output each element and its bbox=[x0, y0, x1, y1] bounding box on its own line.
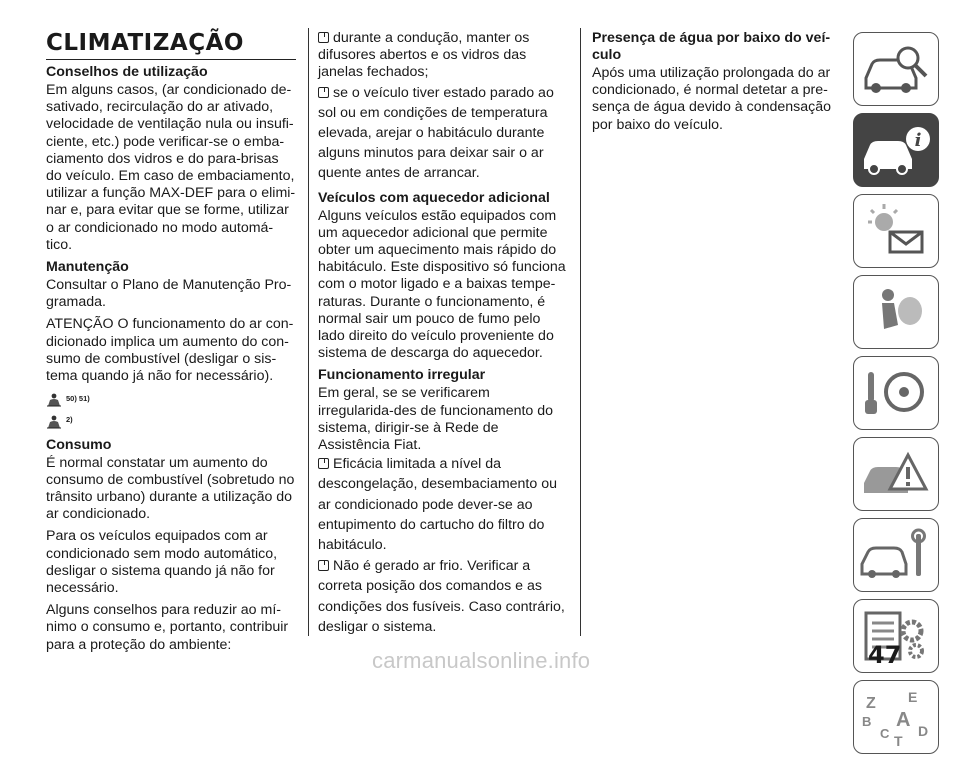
bullet-icon bbox=[318, 560, 329, 571]
heading-aux-heater: Veículos com aquecedor adicional bbox=[318, 189, 550, 206]
index-letter: T bbox=[894, 733, 903, 748]
caution-reference bbox=[46, 411, 298, 428]
index-letter: D bbox=[918, 723, 929, 739]
tab-index[interactable] bbox=[853, 680, 939, 754]
key-steering-wheel-icon bbox=[858, 362, 934, 424]
list-item bbox=[318, 454, 566, 555]
bullet-icon bbox=[318, 458, 329, 469]
bullet-text: Eficácia limitada a nível da descongelação, desembaciamento ou ar condicionado pode dever-se ao entupimento do cartucho do filtro do habitáculo. bbox=[318, 456, 557, 554]
tab-emergency[interactable] bbox=[853, 437, 939, 511]
index-letter: E bbox=[908, 689, 918, 705]
bullet-text: se o veículo tiver estado parado ao sol ou em condições de temperatura elevada, arejar o habitáculo durante alguns minutos para deixar sair o ar quente antes de arrancar. bbox=[318, 84, 554, 182]
list-item bbox=[318, 30, 566, 82]
car-info-icon bbox=[858, 119, 934, 181]
paragraph-consumption-1: É normal constatar um aumento do consumo de combustível (sobretudo no trânsito urbano) durante a utilização do ar condicionado. bbox=[46, 454, 295, 523]
warning-light-envelope-icon bbox=[858, 200, 934, 262]
paragraph-maintenance: Consultar o Plano de Manutenção Pro-gramada. bbox=[46, 277, 292, 311]
tab-vehicle-overview[interactable] bbox=[853, 32, 939, 106]
page-title: CLIMATIZAÇÃO bbox=[46, 30, 296, 60]
heading-consumption: Consumo bbox=[46, 436, 112, 453]
index-letter: C bbox=[880, 726, 890, 741]
bullet-icon bbox=[318, 87, 329, 98]
column-1 bbox=[46, 30, 298, 659]
airbag-passenger-icon bbox=[858, 281, 934, 343]
index-letter: Z bbox=[866, 695, 876, 712]
paragraph-water-under-vehicle: Após uma utilização prolongada do ar condicionado, é normal detetar a pre-sença de água devido à condensação por baixo do veículo. bbox=[592, 65, 832, 133]
index-letter: B bbox=[862, 714, 872, 729]
tab-vehicle-knowledge[interactable] bbox=[853, 113, 939, 187]
paragraph-attention: ATENÇÃO O funcionamento do ar con-dicionado implica um aumento do con-sumo de combustível (desligar o sis-tema quando já não for necessário). bbox=[46, 316, 294, 385]
paragraph-aux-heater: Alguns veículos estão equipados com um aquecedor adicional que permite obter um aquecimento mais rápido do habitáculo. Este dispositivo só funciona com o motor ligado e a baixas tempe-raturas. Durante o funcionamento, é normal sair um pouco de fumo pelo lado direito do veículo proveniente do sistema de descarga do aquecedor. bbox=[318, 207, 566, 362]
tab-warning-lights[interactable] bbox=[853, 194, 939, 268]
heading-tips: Conselhos de utilização bbox=[46, 64, 208, 80]
heading-malfunction: Funcionamento irregular bbox=[318, 367, 486, 384]
car-wrench-icon bbox=[858, 524, 934, 586]
tab-maintenance[interactable] bbox=[853, 518, 939, 592]
warning-reference bbox=[46, 390, 298, 407]
car-magnifier-icon bbox=[858, 38, 934, 100]
column-divider bbox=[308, 28, 309, 636]
index-letter: A bbox=[896, 709, 911, 731]
car-hazard-road-icon bbox=[858, 443, 934, 505]
column-2 bbox=[318, 30, 566, 638]
paragraph-consumption-3: Alguns conselhos para reduzir ao mí-nimo o consumo e, portanto, contribuir para a proteção do ambiente: bbox=[46, 602, 289, 653]
heading-maintenance: Manutenção bbox=[46, 259, 129, 276]
caution-ref-text: 2) bbox=[66, 415, 73, 425]
list-item bbox=[318, 556, 566, 637]
column-3 bbox=[592, 30, 840, 139]
svg-text:i: i bbox=[914, 130, 922, 151]
paragraph-consumption-2: Para os veículos equipados com ar condicionado sem modo automático, desligar o sistema quando já não for necessário. bbox=[46, 528, 278, 597]
driver-warning-icon bbox=[46, 393, 62, 407]
paragraph-malfunction: Em geral, se se verificarem irregularida-des de funcionamento do sistema, dirigir-se à Rede de Assistência Fiat. bbox=[318, 385, 554, 454]
tab-safety[interactable] bbox=[853, 275, 939, 349]
list-item bbox=[318, 83, 566, 184]
page-number: 47 bbox=[868, 641, 902, 669]
heading-water-under-vehicle: Presença de água por baixo do veí-culo bbox=[592, 30, 831, 63]
driver-caution-icon bbox=[46, 415, 62, 429]
paragraph-tips: Em alguns casos, (ar condicionado de-sativado, recirculação do ar ativado, velocidade de ventilação nula ou insufi-ciente, etc.) pode verificar-se o emba-ciamento dos vidros e do para-brisas do veículo. Em caso de embaciamento, utilizar a função MAX-DEF para o elimi-nar e, para evitar que se forme, utilizar o ar condicionado no modo automá-tico. bbox=[46, 82, 296, 253]
warning-ref-text: 50) 51) bbox=[66, 394, 90, 404]
alphabet-index-icon bbox=[858, 686, 934, 748]
tab-starting-driving[interactable] bbox=[853, 356, 939, 430]
bullet-text: durante a condução, manter os difusores abertos e os vidros das janelas fechados; bbox=[318, 30, 530, 81]
bullet-text: Não é gerado ar frio. Verificar a correta posição dos comandos e as condições dos fusíveis. Caso contrário, desligar o sistema. bbox=[318, 558, 565, 635]
bullet-icon bbox=[318, 32, 329, 43]
column-divider bbox=[580, 28, 581, 636]
watermark: carmanualsonline.info bbox=[372, 648, 591, 673]
